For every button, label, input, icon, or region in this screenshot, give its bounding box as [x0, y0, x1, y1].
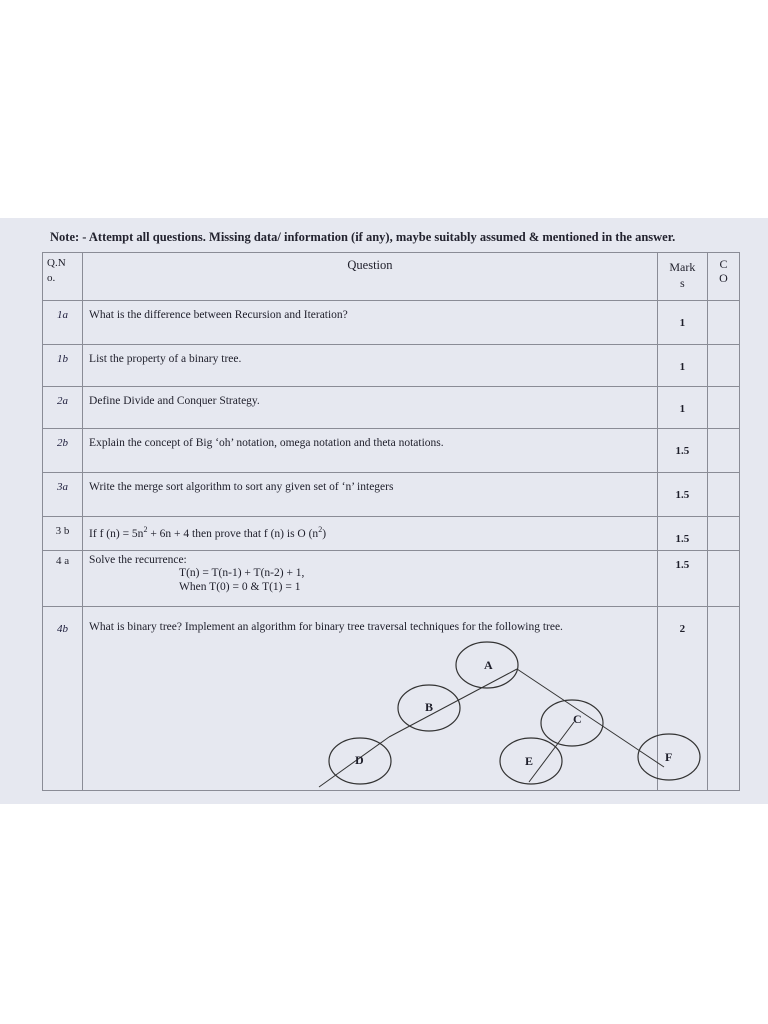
marks-value: 1.5: [657, 551, 707, 607]
question-number: 1a: [43, 301, 83, 345]
table-row: [43, 607, 740, 791]
question-table: [42, 252, 740, 791]
co-cell: [707, 301, 739, 345]
table-row: [43, 301, 740, 345]
co-cell: [707, 607, 739, 791]
tree-node-label: D: [355, 753, 364, 767]
question-text: What is binary tree? Implement an algorithm for binary tree traversal techniques for the following tree. A B C D E F: [83, 607, 658, 791]
tree-edge: [529, 722, 574, 782]
question-number: 3a: [43, 473, 83, 517]
co-cell: [707, 473, 739, 517]
co-cell: [707, 345, 739, 387]
marks-value: 1.5: [657, 517, 707, 551]
recurrence-base-case: When T(0) = 0 & T(1) = 1: [179, 581, 301, 593]
instructions-note: Note: - Attempt all questions. Missing data/ information (if any), maybe suitably assumed & mentioned in the answer.: [50, 230, 676, 244]
question-number: 1b: [43, 345, 83, 387]
marks-value: 1: [657, 387, 707, 429]
question-number: 4b: [43, 607, 83, 791]
binary-tree-diagram: [89, 637, 673, 787]
marks-value: 1: [657, 301, 707, 345]
tree-node-label: C: [573, 712, 582, 726]
header-question: Question: [83, 253, 658, 301]
question-text: Write the merge sort algorithm to sort any given set of ‘n’ integers: [83, 473, 658, 517]
question-text: Explain the concept of Big ‘oh’ notation, omega notation and theta notations.: [83, 429, 658, 473]
tree-node-label: B: [425, 700, 434, 714]
question-text: List the property of a binary tree.: [83, 345, 658, 387]
header-marks: Mark s: [657, 253, 707, 301]
table-row: [43, 473, 740, 517]
exam-sheet: [0, 218, 768, 804]
marks-value: 1.5: [657, 473, 707, 517]
question-text: Solve the recurrence: T(n) = T(n-1) + T(n-2) + 1, When T(0) = 0 & T(1) = 1: [83, 551, 658, 607]
marks-value: 1.5: [657, 429, 707, 473]
header-co: C O: [707, 253, 739, 301]
co-cell: [707, 429, 739, 473]
table-row: [43, 345, 740, 387]
co-cell: [707, 387, 739, 429]
tree-node-label: E: [525, 754, 534, 768]
question-number: 4 a: [43, 551, 83, 607]
question-text: Define Divide and Conquer Strategy.: [83, 387, 658, 429]
question-text: What is the difference between Recursion and Iteration?: [83, 301, 658, 345]
tree-node-c: [541, 700, 603, 746]
question-number: 2b: [43, 429, 83, 473]
co-cell: [707, 551, 739, 607]
question-text: If f (n) = 5n$^2$ + 6n + 4 then prove that f (n) is O (n$^2$): [83, 517, 658, 551]
table-row: [43, 387, 740, 429]
table-header-row: [43, 253, 740, 301]
table-row: [43, 517, 740, 551]
question-number: 2a: [43, 387, 83, 429]
marks-value: 1: [657, 345, 707, 387]
question-number: 3 b: [43, 517, 83, 551]
header-qno: Q.N o.: [43, 253, 83, 301]
table-row: [43, 429, 740, 473]
tree-node-label: A: [484, 658, 493, 672]
marks-value: 2: [657, 607, 707, 791]
tree-node-label: F: [665, 750, 673, 764]
table-row: [43, 551, 740, 607]
recurrence-line: T(n) = T(n-1) + T(n-2) + 1,: [179, 567, 305, 579]
tree-edge: [389, 669, 517, 737]
co-cell: [707, 517, 739, 551]
tree-edge: [517, 669, 664, 767]
